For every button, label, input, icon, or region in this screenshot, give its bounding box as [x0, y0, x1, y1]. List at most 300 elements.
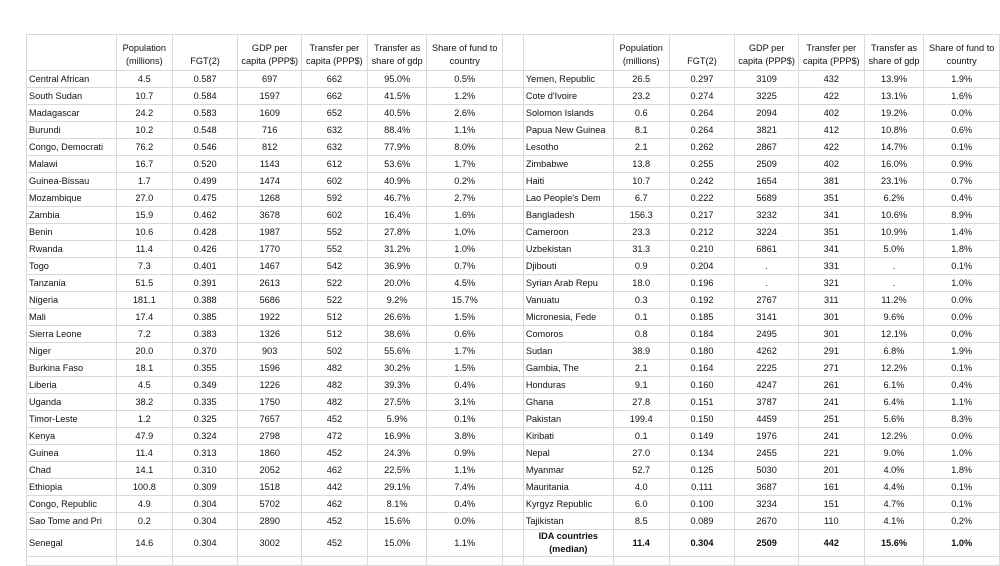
table-row: [27, 496, 1000, 513]
column-gap: [503, 343, 524, 360]
value-cell: 422: [798, 139, 864, 156]
column-gap: [503, 105, 524, 122]
value-cell: 0.0%: [924, 428, 1000, 445]
value-cell: 0.584: [172, 88, 238, 105]
value-cell: 15.0%: [367, 530, 427, 557]
value-cell: 1.6%: [924, 88, 1000, 105]
value-cell: 0.150: [669, 411, 735, 428]
value-cell: 1.1%: [427, 462, 503, 479]
value-cell: 0.160: [669, 377, 735, 394]
value-cell: 2867: [735, 139, 799, 156]
value-cell: 0.313: [172, 445, 238, 462]
table-body: [27, 35, 1000, 566]
value-cell: 2455: [735, 445, 799, 462]
value-cell: 1654: [735, 173, 799, 190]
value-cell: 2798: [238, 428, 302, 445]
column-gap: [503, 275, 524, 292]
value-cell: 0.210: [669, 241, 735, 258]
country-name: Syrian Arab Repu: [523, 275, 613, 292]
value-cell: 6.8%: [864, 343, 924, 360]
empty-cell: [238, 557, 302, 566]
value-cell: 15.9: [116, 207, 172, 224]
country-name: Burkina Faso: [27, 360, 117, 377]
value-cell: 53.6%: [367, 156, 427, 173]
country-name: Mali: [27, 309, 117, 326]
value-cell: 0.6%: [427, 326, 503, 343]
value-cell: 9.2%: [367, 292, 427, 309]
value-cell: 0.149: [669, 428, 735, 445]
value-cell: 1226: [238, 377, 302, 394]
median-value: 442: [798, 530, 864, 557]
value-cell: 1.8%: [924, 241, 1000, 258]
value-cell: 0.349: [172, 377, 238, 394]
value-cell: 1609: [238, 105, 302, 122]
value-cell: 1.2%: [427, 88, 503, 105]
value-cell: 0.4%: [924, 377, 1000, 394]
value-cell: 903: [238, 343, 302, 360]
value-cell: 38.9: [613, 343, 669, 360]
column-gap: [503, 139, 524, 156]
country-name: Rwanda: [27, 241, 117, 258]
country-name: Timor-Leste: [27, 411, 117, 428]
country-name: Papua New Guinea: [523, 122, 613, 139]
value-cell: 6.7: [613, 190, 669, 207]
country-name: Cote d'Ivoire: [523, 88, 613, 105]
value-cell: 0.242: [669, 173, 735, 190]
value-cell: 0.462: [172, 207, 238, 224]
empty-cell: [27, 557, 117, 566]
value-cell: 0.1: [613, 428, 669, 445]
value-cell: 251: [798, 411, 864, 428]
value-cell: 156.3: [613, 207, 669, 224]
value-cell: 0.125: [669, 462, 735, 479]
value-cell: 632: [302, 122, 368, 139]
empty-cell: [864, 557, 924, 566]
value-cell: 3232: [735, 207, 799, 224]
value-cell: 0.2%: [427, 173, 503, 190]
value-cell: 5.9%: [367, 411, 427, 428]
value-cell: 46.7%: [367, 190, 427, 207]
value-cell: 52.7: [613, 462, 669, 479]
value-cell: 5.0%: [864, 241, 924, 258]
value-cell: 0.7%: [427, 258, 503, 275]
value-cell: 13.1%: [864, 88, 924, 105]
column-gap: [503, 122, 524, 139]
value-cell: 0.428: [172, 224, 238, 241]
value-cell: 0.204: [669, 258, 735, 275]
empty-cell: [367, 557, 427, 566]
value-cell: 271: [798, 360, 864, 377]
table-row: [27, 207, 1000, 224]
value-cell: 6861: [735, 241, 799, 258]
value-cell: 1770: [238, 241, 302, 258]
table-row: [27, 530, 1000, 557]
value-cell: 19.2%: [864, 105, 924, 122]
value-cell: 0.520: [172, 156, 238, 173]
value-cell: 662: [302, 71, 368, 88]
value-cell: 47.9: [116, 428, 172, 445]
value-cell: 1.5%: [427, 360, 503, 377]
value-cell: 0.151: [669, 394, 735, 411]
value-cell: 10.6: [116, 224, 172, 241]
table-row: [27, 173, 1000, 190]
value-cell: 522: [302, 275, 368, 292]
table-row: [27, 105, 1000, 122]
value-cell: 0.111: [669, 479, 735, 496]
value-cell: 3687: [735, 479, 799, 496]
value-cell: 0.583: [172, 105, 238, 122]
value-cell: 0.264: [669, 122, 735, 139]
value-cell: 0.196: [669, 275, 735, 292]
value-cell: 462: [302, 496, 368, 513]
value-cell: 602: [302, 207, 368, 224]
column-gap: [503, 207, 524, 224]
value-cell: 0.185: [669, 309, 735, 326]
value-cell: 0.310: [172, 462, 238, 479]
value-cell: 0.385: [172, 309, 238, 326]
table-row: [27, 275, 1000, 292]
value-cell: 10.2: [116, 122, 172, 139]
value-cell: 522: [302, 292, 368, 309]
value-cell: 301: [798, 326, 864, 343]
value-cell: 0.264: [669, 105, 735, 122]
value-cell: 502: [302, 343, 368, 360]
column-header: FGT(2): [669, 35, 735, 71]
value-cell: 8.9%: [924, 207, 1000, 224]
value-cell: 402: [798, 156, 864, 173]
country-name: Congo, Democrati: [27, 139, 117, 156]
value-cell: 38.2: [116, 394, 172, 411]
value-cell: 100.8: [116, 479, 172, 496]
value-cell: 8.0%: [427, 139, 503, 156]
value-cell: 0.184: [669, 326, 735, 343]
value-cell: 29.1%: [367, 479, 427, 496]
value-cell: 17.4: [116, 309, 172, 326]
country-name: Solomon Islands: [523, 105, 613, 122]
value-cell: 1.7: [116, 173, 172, 190]
country-name: Kenya: [27, 428, 117, 445]
value-cell: 110: [798, 513, 864, 530]
country-name: Congo, Republic: [27, 496, 117, 513]
country-name: Honduras: [523, 377, 613, 394]
column-gap: [503, 71, 524, 88]
column-header: Population (millions): [116, 35, 172, 71]
value-cell: 2613: [238, 275, 302, 292]
value-cell: 77.9%: [367, 139, 427, 156]
value-cell: 0.9%: [427, 445, 503, 462]
value-cell: 9.1: [613, 377, 669, 394]
value-cell: 8.5: [613, 513, 669, 530]
ida-countries-table: [26, 34, 1000, 566]
column-header: GDP per capita (PPP$): [735, 35, 799, 71]
value-cell: 4459: [735, 411, 799, 428]
median-value: 1.0%: [924, 530, 1000, 557]
column-header: [27, 35, 117, 71]
table-row: [27, 292, 1000, 309]
value-cell: 10.9%: [864, 224, 924, 241]
column-header: Transfer per capita (PPP$): [302, 35, 368, 71]
table-row: [27, 156, 1000, 173]
value-cell: 0.548: [172, 122, 238, 139]
empty-cell: [735, 557, 799, 566]
value-cell: 27.5%: [367, 394, 427, 411]
value-cell: 0.309: [172, 479, 238, 496]
value-cell: 0.6: [613, 105, 669, 122]
value-cell: 0.0%: [924, 309, 1000, 326]
value-cell: 291: [798, 343, 864, 360]
value-cell: 27.0: [116, 190, 172, 207]
country-name: South Sudan: [27, 88, 117, 105]
value-cell: 351: [798, 190, 864, 207]
value-cell: 0.222: [669, 190, 735, 207]
median-label: IDA countries (median): [523, 530, 613, 557]
country-name: Central African: [27, 71, 117, 88]
value-cell: 4.5: [116, 377, 172, 394]
country-name: Pakistan: [523, 411, 613, 428]
value-cell: 602: [302, 173, 368, 190]
value-cell: 7.2: [116, 326, 172, 343]
value-cell: 40.9%: [367, 173, 427, 190]
table-row: [27, 241, 1000, 258]
empty-cell: [613, 557, 669, 566]
value-cell: 1987: [238, 224, 302, 241]
country-name: Togo: [27, 258, 117, 275]
value-cell: 1596: [238, 360, 302, 377]
value-cell: 0.546: [172, 139, 238, 156]
value-cell: 20.0: [116, 343, 172, 360]
value-cell: 3.1%: [427, 394, 503, 411]
value-cell: 301: [798, 309, 864, 326]
value-cell: 4.0: [613, 479, 669, 496]
value-cell: 482: [302, 360, 368, 377]
value-cell: 9.0%: [864, 445, 924, 462]
country-name: Chad: [27, 462, 117, 479]
value-cell: 0.7%: [924, 173, 1000, 190]
value-cell: 31.3: [613, 241, 669, 258]
country-name: Bangladesh: [523, 207, 613, 224]
value-cell: 2509: [735, 156, 799, 173]
country-name: Ghana: [523, 394, 613, 411]
value-cell: 12.2%: [864, 360, 924, 377]
value-cell: .: [735, 275, 799, 292]
value-cell: .: [735, 258, 799, 275]
value-cell: 1.9%: [924, 343, 1000, 360]
value-cell: 716: [238, 122, 302, 139]
country-name: Senegal: [27, 530, 117, 557]
value-cell: 23.1%: [864, 173, 924, 190]
value-cell: 452: [302, 530, 368, 557]
country-name: Madagascar: [27, 105, 117, 122]
value-cell: 6.0: [613, 496, 669, 513]
column-header: Transfer per capita (PPP$): [798, 35, 864, 71]
value-cell: 5030: [735, 462, 799, 479]
value-cell: 201: [798, 462, 864, 479]
value-cell: 0.1%: [427, 411, 503, 428]
value-cell: 0.6%: [924, 122, 1000, 139]
country-name: Zambia: [27, 207, 117, 224]
value-cell: 321: [798, 275, 864, 292]
empty-cell: [427, 557, 503, 566]
value-cell: 0.401: [172, 258, 238, 275]
value-cell: 1518: [238, 479, 302, 496]
value-cell: 31.2%: [367, 241, 427, 258]
value-cell: 16.9%: [367, 428, 427, 445]
value-cell: 11.2%: [864, 292, 924, 309]
value-cell: 13.8: [613, 156, 669, 173]
value-cell: 5702: [238, 496, 302, 513]
value-cell: 0.370: [172, 343, 238, 360]
column-gap: [503, 462, 524, 479]
value-cell: 14.6: [116, 530, 172, 557]
value-cell: 0.274: [669, 88, 735, 105]
value-cell: 0.4%: [924, 190, 1000, 207]
value-cell: 51.5: [116, 275, 172, 292]
table-row: [27, 88, 1000, 105]
value-cell: 1467: [238, 258, 302, 275]
value-cell: 16.7: [116, 156, 172, 173]
value-cell: 8.1%: [367, 496, 427, 513]
value-cell: 16.4%: [367, 207, 427, 224]
value-cell: 1976: [735, 428, 799, 445]
country-name: Lesotho: [523, 139, 613, 156]
value-cell: 0.304: [172, 496, 238, 513]
value-cell: 0.1: [613, 309, 669, 326]
value-cell: 95.0%: [367, 71, 427, 88]
value-cell: 0.0%: [924, 105, 1000, 122]
column-header: GDP per capita (PPP$): [238, 35, 302, 71]
value-cell: 41.5%: [367, 88, 427, 105]
country-name: Lao People's Dem: [523, 190, 613, 207]
value-cell: 181.1: [116, 292, 172, 309]
value-cell: 0.1%: [924, 496, 1000, 513]
value-cell: 3109: [735, 71, 799, 88]
value-cell: 7.4%: [427, 479, 503, 496]
value-cell: 452: [302, 411, 368, 428]
value-cell: 1.0%: [427, 241, 503, 258]
value-cell: 18.0: [613, 275, 669, 292]
value-cell: 7.3: [116, 258, 172, 275]
value-cell: 4.7%: [864, 496, 924, 513]
value-cell: 1.4%: [924, 224, 1000, 241]
value-cell: 0.255: [669, 156, 735, 173]
country-name: Guinea: [27, 445, 117, 462]
value-cell: 422: [798, 88, 864, 105]
country-name: Burundi: [27, 122, 117, 139]
value-cell: 2767: [735, 292, 799, 309]
value-cell: 261: [798, 377, 864, 394]
value-cell: 1.1%: [924, 394, 1000, 411]
value-cell: 0.4%: [427, 377, 503, 394]
value-cell: 812: [238, 139, 302, 156]
value-cell: 24.3%: [367, 445, 427, 462]
value-cell: 24.2: [116, 105, 172, 122]
value-cell: 10.7: [116, 88, 172, 105]
column-gap: [503, 530, 524, 557]
value-cell: 0.304: [172, 530, 238, 557]
value-cell: 8.1: [613, 122, 669, 139]
empty-cell: [302, 557, 368, 566]
country-name: Haiti: [523, 173, 613, 190]
empty-cell: [798, 557, 864, 566]
column-gap: [503, 258, 524, 275]
value-cell: 15.7%: [427, 292, 503, 309]
value-cell: 0.4%: [427, 496, 503, 513]
data-table-container: [26, 34, 1000, 566]
value-cell: 0.324: [172, 428, 238, 445]
column-gap: [503, 190, 524, 207]
value-cell: 1474: [238, 173, 302, 190]
value-cell: 0.1%: [924, 139, 1000, 156]
value-cell: 4.5%: [427, 275, 503, 292]
value-cell: 1.0%: [427, 224, 503, 241]
value-cell: 512: [302, 326, 368, 343]
value-cell: 1.1%: [427, 530, 503, 557]
value-cell: 11.4: [116, 241, 172, 258]
value-cell: 11.4: [116, 445, 172, 462]
value-cell: 0.499: [172, 173, 238, 190]
country-name: Tajikistan: [523, 513, 613, 530]
value-cell: 472: [302, 428, 368, 445]
value-cell: 2094: [735, 105, 799, 122]
value-cell: 241: [798, 428, 864, 445]
value-cell: 2.1: [613, 139, 669, 156]
value-cell: 1143: [238, 156, 302, 173]
value-cell: 10.7: [613, 173, 669, 190]
value-cell: 0.1%: [924, 360, 1000, 377]
value-cell: 3234: [735, 496, 799, 513]
value-cell: 0.2: [116, 513, 172, 530]
value-cell: 0.2%: [924, 513, 1000, 530]
country-name: Zimbabwe: [523, 156, 613, 173]
column-gap: [503, 411, 524, 428]
column-gap: [503, 513, 524, 530]
value-cell: 27.8: [613, 394, 669, 411]
value-cell: 3002: [238, 530, 302, 557]
country-name: Kiribati: [523, 428, 613, 445]
table-row: [27, 343, 1000, 360]
value-cell: 10.6%: [864, 207, 924, 224]
value-cell: 30.2%: [367, 360, 427, 377]
value-cell: 26.6%: [367, 309, 427, 326]
column-gap: [503, 377, 524, 394]
value-cell: 552: [302, 241, 368, 258]
value-cell: 632: [302, 139, 368, 156]
value-cell: 27.8%: [367, 224, 427, 241]
value-cell: 0.391: [172, 275, 238, 292]
value-cell: 151: [798, 496, 864, 513]
value-cell: 38.6%: [367, 326, 427, 343]
median-value: 11.4: [613, 530, 669, 557]
median-value: 0.304: [669, 530, 735, 557]
value-cell: 88.4%: [367, 122, 427, 139]
table-row: [27, 394, 1000, 411]
empty-cell: [116, 557, 172, 566]
column-header: Transfer as share of gdp: [864, 35, 924, 71]
value-cell: 1.8%: [924, 462, 1000, 479]
value-cell: 1.6%: [427, 207, 503, 224]
value-cell: 1922: [238, 309, 302, 326]
value-cell: 0.0%: [924, 326, 1000, 343]
value-cell: 552: [302, 224, 368, 241]
country-name: Sao Tome and Pri: [27, 513, 117, 530]
value-cell: 16.0%: [864, 156, 924, 173]
value-cell: 331: [798, 258, 864, 275]
value-cell: 0.1%: [924, 258, 1000, 275]
column-header: Transfer as share of gdp: [367, 35, 427, 71]
value-cell: 2.7%: [427, 190, 503, 207]
value-cell: 3821: [735, 122, 799, 139]
country-name: Kyrgyz Republic: [523, 496, 613, 513]
